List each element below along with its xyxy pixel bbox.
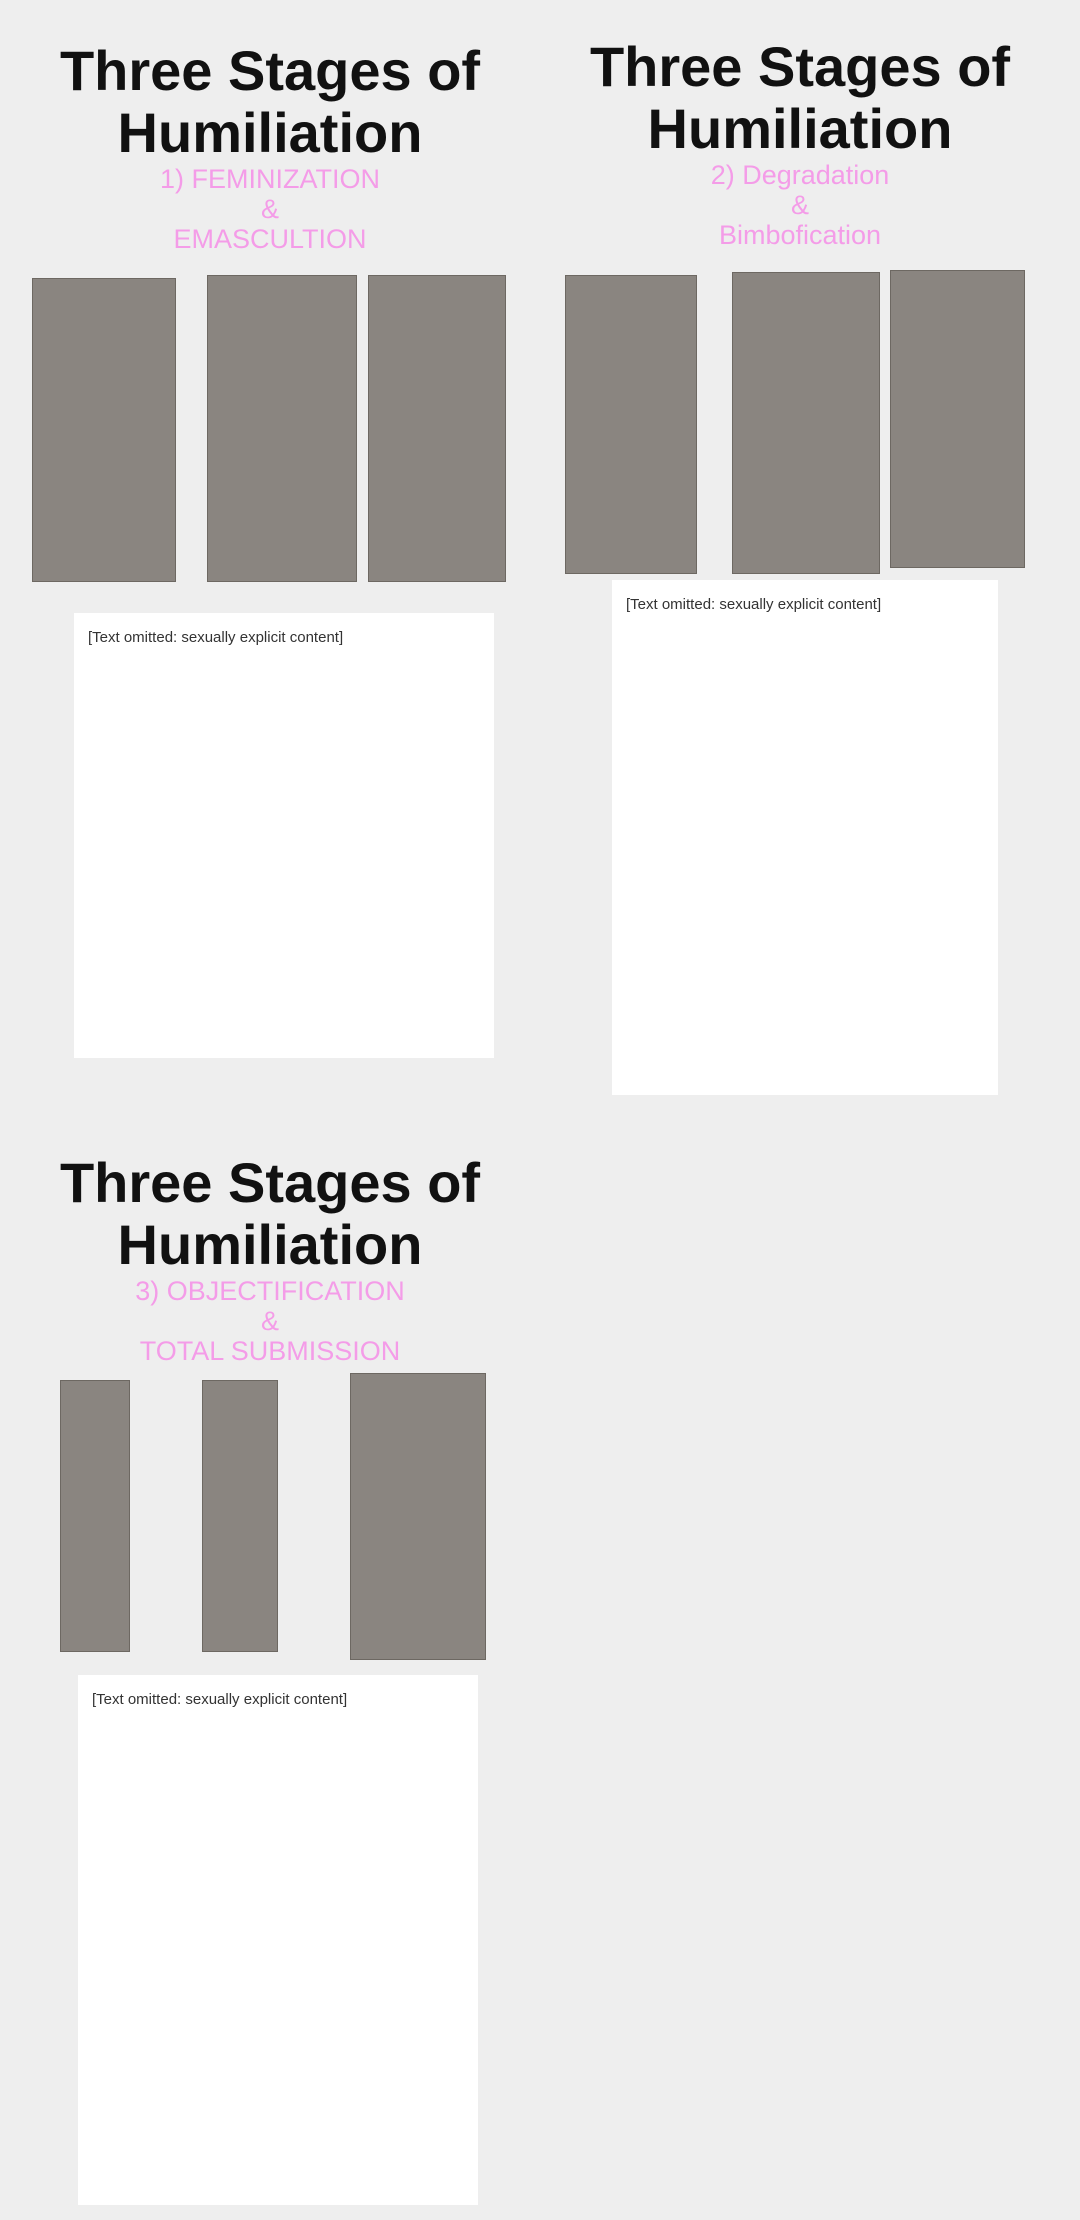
photo-placeholder: [368, 275, 506, 582]
card-body: [Text omitted: sexually explicit content]: [88, 629, 344, 646]
panel-subtitle-line: 2) Degradation: [710, 160, 890, 190]
panel-title: Three Stages of Humiliation: [59, 39, 481, 164]
card-body: [Text omitted: sexually explicit content]: [92, 1691, 348, 1708]
panel-subtitle-line: Bimbofication: [718, 220, 882, 250]
panel-subtitle-line: &: [260, 1306, 279, 1336]
panel-subtitle-line: EMASCULTION: [173, 224, 367, 254]
photo-placeholder: [732, 272, 880, 574]
photo-placeholder: [350, 1373, 486, 1660]
photo-placeholder: [60, 1380, 130, 1652]
panel-stage-1: [20, 40, 520, 254]
text-card: [74, 613, 494, 1058]
panel-subtitle-line: &: [790, 190, 809, 220]
panel-title: Three Stages of Humiliation: [589, 35, 1011, 160]
panel-stage-3: [20, 1152, 520, 1366]
photo-placeholder: [32, 278, 176, 582]
panel-subtitle-line: 1) FEMINIZATION: [160, 164, 380, 194]
panel-subtitle-line: TOTAL SUBMISSION: [139, 1336, 401, 1366]
panel-title: Three Stages of Humiliation: [59, 1151, 481, 1276]
panel-subtitle-line: 3) OBJECTIFICATION: [135, 1276, 405, 1306]
text-card: [612, 580, 998, 1095]
text-card: [78, 1675, 478, 2205]
photo-placeholder: [565, 275, 697, 574]
panel-stage-2: [545, 36, 1055, 250]
photo-placeholder: [202, 1380, 278, 1652]
photo-placeholder: [207, 275, 357, 582]
photo-placeholder: [890, 270, 1025, 568]
card-body: [Text omitted: sexually explicit content]: [626, 596, 882, 613]
panel-subtitle-line: &: [260, 194, 279, 224]
